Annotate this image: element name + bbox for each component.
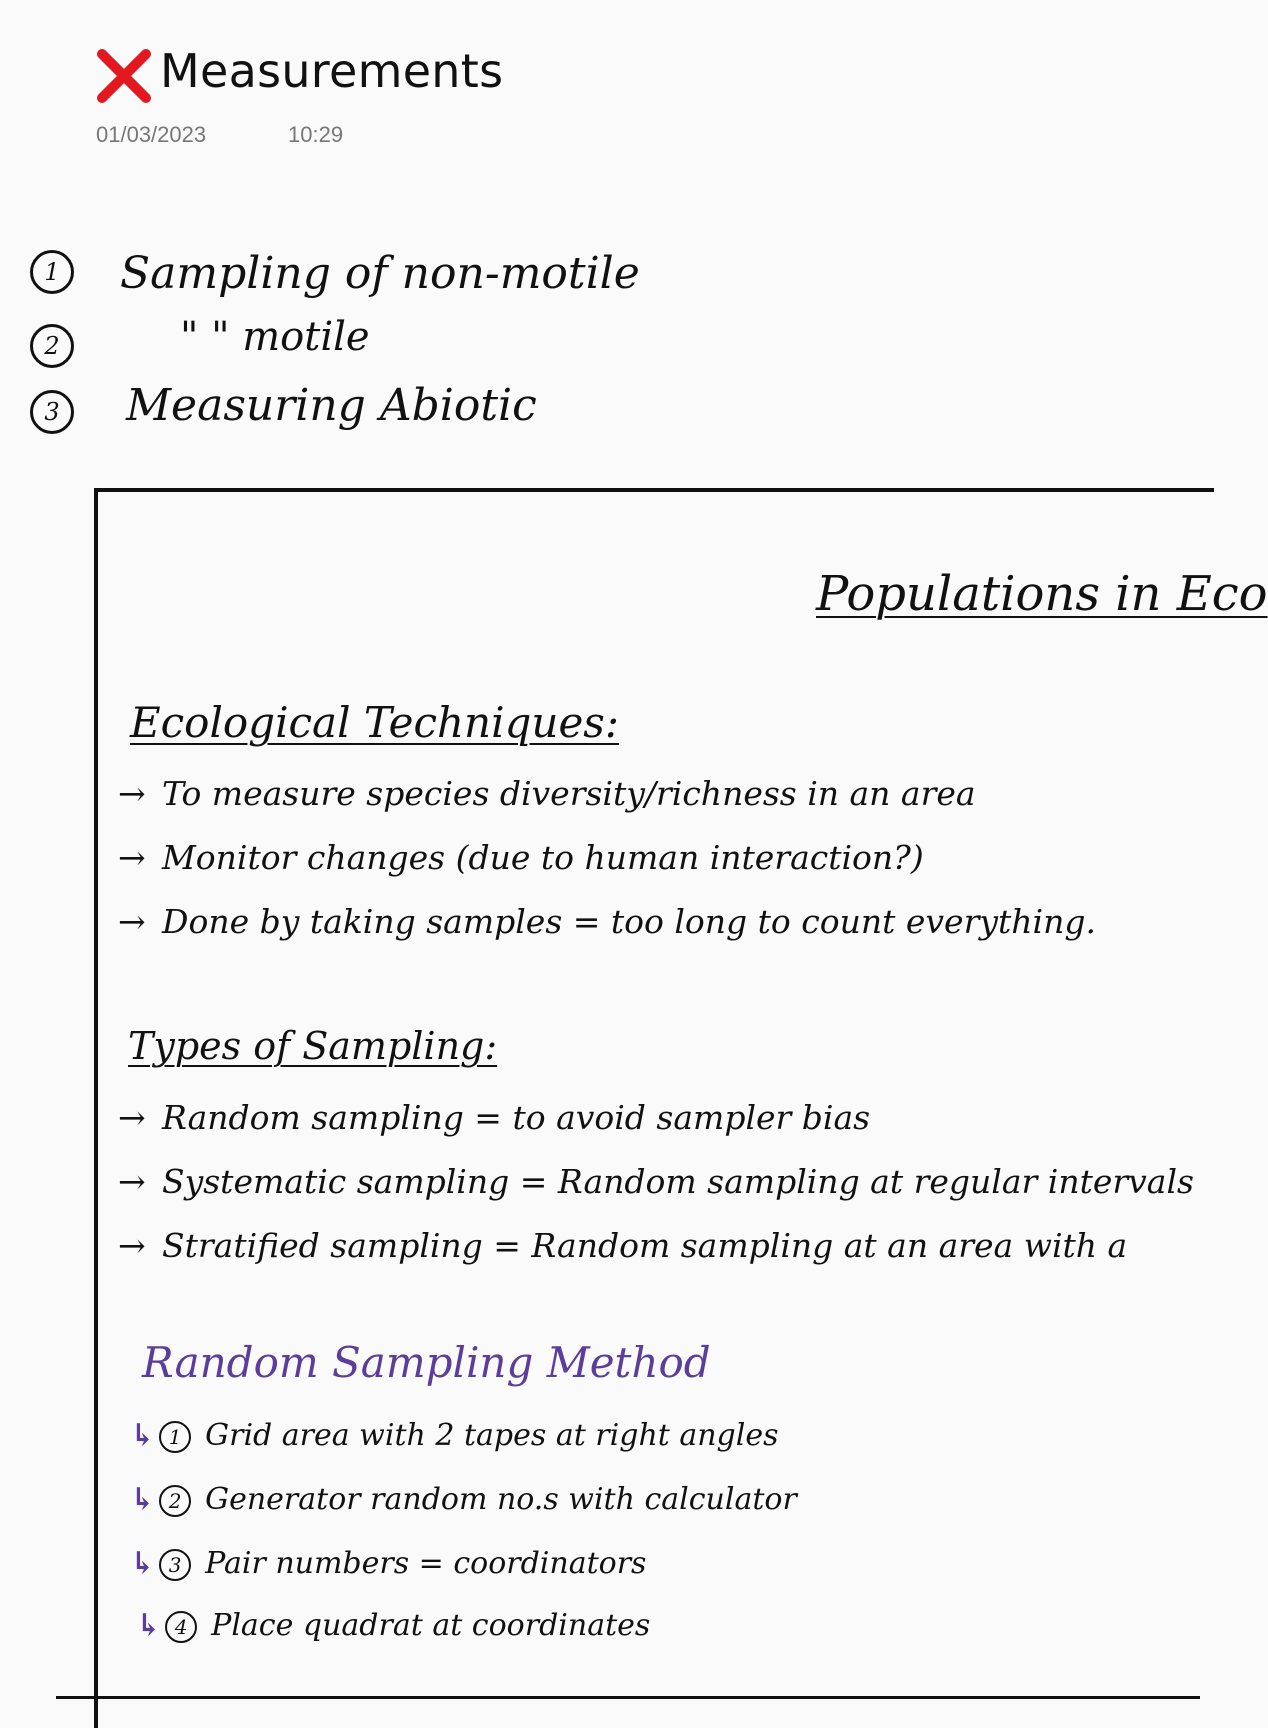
- box-title: Populations in Eco: [816, 566, 1268, 622]
- section-heading-ecological: Ecological Techniques:: [130, 698, 620, 747]
- method-step: ↳ 2 Generator random no.s with calculator: [130, 1482, 797, 1517]
- list-item: → Systematic sampling = Random sampling at regular intervals: [118, 1162, 1194, 1201]
- section-heading-types: Types of Sampling:: [128, 1024, 498, 1068]
- list-item: → Done by taking samples = too long to count everything.: [118, 902, 1096, 941]
- list-item: → Monitor changes (due to human interaction?): [118, 838, 924, 877]
- outline-item: " " motile: [180, 314, 370, 360]
- hook-arrow-icon: ↳: [130, 1482, 156, 1517]
- arrow-right-icon: →: [118, 1226, 146, 1265]
- arrow-right-icon: →: [118, 774, 146, 813]
- list-item: → Random sampling = to avoid sampler bias: [118, 1098, 871, 1137]
- method-step: ↳ 3 Pair numbers = coordinators: [130, 1546, 647, 1581]
- method-step: ↳ 4 Place quadrat at coordinates: [136, 1608, 651, 1643]
- hook-arrow-icon: ↳: [136, 1608, 162, 1643]
- divider: [56, 1696, 1200, 1699]
- outline-number: 2: [30, 324, 74, 368]
- arrow-right-icon: →: [118, 902, 146, 941]
- method-step: ↳ 1 Grid area with 2 tapes at right angles: [130, 1418, 779, 1453]
- page-title: Measurements: [160, 44, 504, 98]
- arrow-right-icon: →: [118, 838, 146, 877]
- outline-item: Measuring Abiotic: [126, 380, 537, 431]
- outline-item: Sampling of non-motile: [120, 248, 640, 299]
- page-time: 10:29: [288, 122, 344, 147]
- arrow-right-icon: →: [118, 1098, 146, 1137]
- arrow-right-icon: →: [118, 1162, 146, 1201]
- hook-arrow-icon: ↳: [130, 1418, 156, 1453]
- section-heading-method: Random Sampling Method: [142, 1338, 711, 1387]
- outline-number: 1: [30, 250, 74, 294]
- list-item: → To measure species diversity/richness in an area: [118, 774, 976, 813]
- close-icon[interactable]: [96, 48, 152, 104]
- outline-number: 3: [30, 390, 74, 434]
- hook-arrow-icon: ↳: [130, 1546, 156, 1581]
- page-date: 01/03/2023: [96, 122, 207, 147]
- list-item: → Stratified sampling = Random sampling at an area with a: [118, 1226, 1128, 1265]
